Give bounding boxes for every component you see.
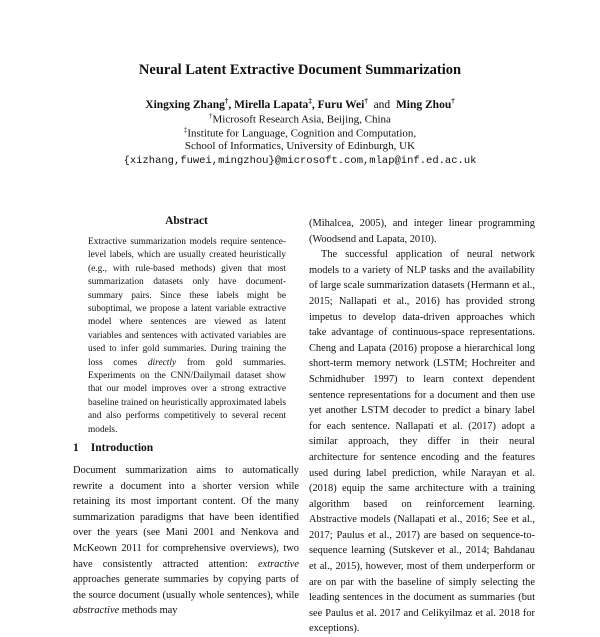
- affiliation-mark: ‡: [183, 126, 188, 134]
- affiliation-mark: †: [451, 97, 455, 105]
- paragraph: (Mihalcea, 2005), and integer linear programming (Woodsend and Lapata, 2010).: [309, 218, 535, 245]
- affiliation-mark: †: [364, 97, 368, 105]
- paragraph: [73, 463, 299, 619]
- author-name: Ming Zhou: [395, 98, 452, 111]
- right-column-text: [309, 216, 535, 637]
- affiliation-mark: †: [224, 97, 229, 105]
- author-separator: ,: [311, 98, 315, 111]
- affiliation-text: Institute for Language, Cognition and Computation,: [187, 127, 417, 140]
- affiliation-line: [0, 140, 600, 152]
- author-name: Mirella Lapata: [234, 98, 309, 111]
- section-number: 1: [73, 442, 79, 454]
- section-heading: [73, 442, 153, 454]
- introduction-text: [73, 463, 299, 619]
- affiliation-line: [0, 112, 600, 126]
- section-title: Introduction: [90, 442, 154, 454]
- author-conjunction: and: [373, 98, 391, 111]
- text-run: approaches generate summaries by copying parts of the source document (usually whole sentences), while: [73, 574, 299, 601]
- affiliation-mark: ‡: [308, 97, 312, 105]
- author-name: Xingxing Zhang: [145, 98, 225, 111]
- paragraph: The successful application of neural network models to a variety of NLP tasks and the availability of large scale summarization datasets (Hermann et al., 2015; Nallapati et al., 2016) has provided strong impetus to develop data-driven approaches which take advantage of continuous-space representations. Cheng and Lapata (2016) propose a hierarchical long short-term memory network (LSTM; Hochreiter and Schmidhuber 1997) to learn context dependent sentence representations for a document and then use yet another LSTM decoder to predict a binary label for each sentence. Nallapati et al. (2017) adopt a similar approach, they differ in their neural architecture for sentence encoding and the features used during label prediction, while Narayan et al. (2018) equip the same architecture with a training algorithm based on reinforcement learning. Abstractive models (Nallapati et al., 2016; See et al., 2017; Paulus et al., 2017) are based on sequence-to-sequence learning (Sutskever et al., 2014; Bahdanau et al., 2015), however, most of them underperform or are on par with the baseline of simply selecting the leading sentences in the document as summaries (but see Paulus et al. 2017 and Celikyilmaz et al. 2018 for exceptions).: [309, 249, 535, 635]
- author-emails: {xizhang,fuwei,mingzhou}@microsoft.com,mlap@inf.ed.ac.uk: [123, 155, 477, 167]
- affiliation-mark: †: [209, 112, 213, 120]
- abstract-heading: Abstract: [165, 215, 208, 227]
- author-name: Furu Wei: [317, 98, 365, 111]
- emphasis: abstractive: [73, 605, 120, 617]
- abstract-emphasis: directly: [147, 357, 177, 368]
- paper-title: Neural Latent Extractive Document Summarization: [138, 62, 462, 78]
- abstract-text-part: from gold summaries. Experiments on the CNN/Dailymail dataset show that our model improves over a strong extractive baseline trained on heuristically approximated labels and also performs competitively to several recent models.: [88, 357, 286, 435]
- author-separator: ,: [228, 98, 232, 111]
- affiliation-text: School of Informatics, University of Edinburgh, UK: [184, 140, 416, 152]
- affiliation-text: Microsoft Research Asia, Beijing, China: [212, 113, 391, 126]
- abstract-text: [88, 236, 286, 437]
- emphasis: extractive: [258, 558, 299, 570]
- text-run: methods may: [119, 605, 178, 617]
- author-list: [0, 97, 600, 111]
- affiliation-line: [0, 126, 600, 140]
- abstract-text-part: Extractive summarization models require sentence-level labels, which are usually created heuristically (e.g., with rule-based methods) given that most summarization datasets only have document-summary pairs. Since these labels might be suboptimal, we propose a latent variable extractive model where sentences are viewed as latent variables and sentences with activated variables are used to infer gold summaries. During training the loss comes: [88, 237, 286, 368]
- text-run: Document summarization aims to automatically rewrite a document into a shorter version while retaining its most important content. Of the many summarization paradigms that have been identified over the years (see Mani 2001 and Nenkova and McKeown 2011 for comprehensive overviews), two have consistently attracted attention:: [73, 465, 299, 570]
